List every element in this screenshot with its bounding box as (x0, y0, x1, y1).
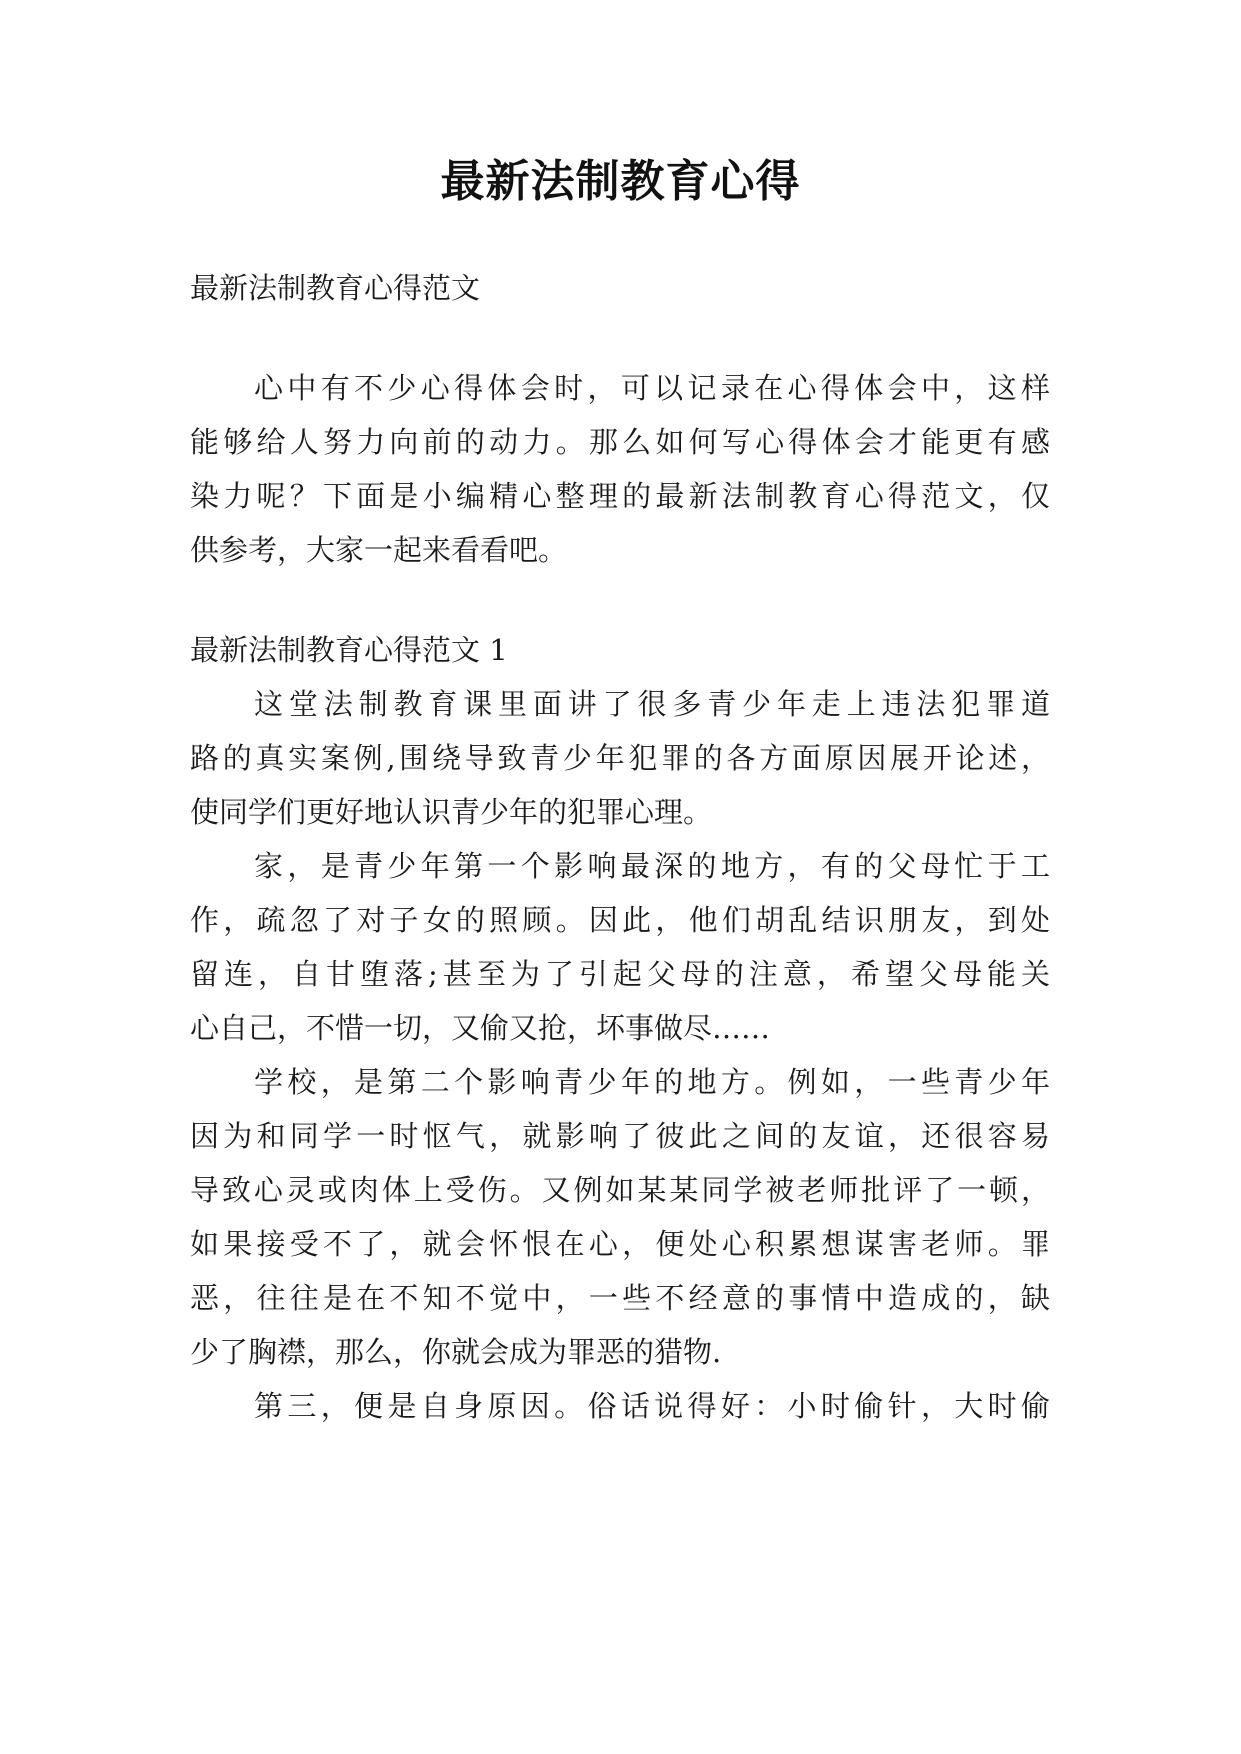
paragraph-line: 如果接受不了，就会怀恨在心，便处心积累想谋害老师。罪 (190, 1227, 1050, 1261)
subtitle: 最新法制教育心得范文 (190, 271, 481, 305)
paragraph-line: 学校，是第二个影响青少年的地方。例如，一些青少年 (254, 1065, 1050, 1099)
intro-line: 染力呢？下面是小编精心整理的最新法制教育心得范文，仅 (190, 479, 1050, 513)
paragraph-line: 少了胸襟，那么，你就会成为罪恶的猎物. (190, 1335, 722, 1369)
intro-line: 能够给人努力向前的动力。那么如何写心得体会才能更有感 (190, 425, 1050, 459)
paragraph-line: 作，疏忽了对子女的照顾。因此，他们胡乱结识朋友，到处 (190, 903, 1050, 937)
intro-line: 心中有不少心得体会时，可以记录在心得体会中，这样 (254, 371, 1050, 405)
paragraph-line: 家，是青少年第一个影响最深的地方，有的父母忙于工 (254, 849, 1050, 883)
paragraph-line: 第三，便是自身原因。俗话说得好：小时偷针，大时偷 (254, 1389, 1050, 1423)
paragraph-line: 使同学们更好地认识青少年的犯罪心理。 (190, 795, 713, 829)
paragraph-line: 恶，往往是在不知不觉中，一些不经意的事情中造成的，缺 (190, 1281, 1050, 1315)
paragraph-line: 心自己，不惜一切，又偷又抢，坏事做尽…… (190, 1011, 771, 1045)
document-title: 最新法制教育心得 (440, 156, 801, 207)
section-heading: 最新法制教育心得范文 1 (190, 633, 508, 667)
paragraph-line: 因为和同学一时怄气，就影响了彼此之间的友谊，还很容易 (190, 1119, 1050, 1153)
paragraph-line: 路的真实案例,围绕导致青少年犯罪的各方面原因展开论述， (190, 741, 1050, 775)
paragraph-line: 这堂法制教育课里面讲了很多青少年走上违法犯罪道 (254, 687, 1050, 721)
paragraph-line: 留连，自甘堕落;甚至为了引起父母的注意，希望父母能关 (190, 957, 1050, 991)
paragraph-line: 导致心灵或肉体上受伤。又例如某某同学被老师批评了一顿， (190, 1173, 1050, 1207)
intro-line: 供参考，大家一起来看看吧。 (190, 533, 568, 567)
